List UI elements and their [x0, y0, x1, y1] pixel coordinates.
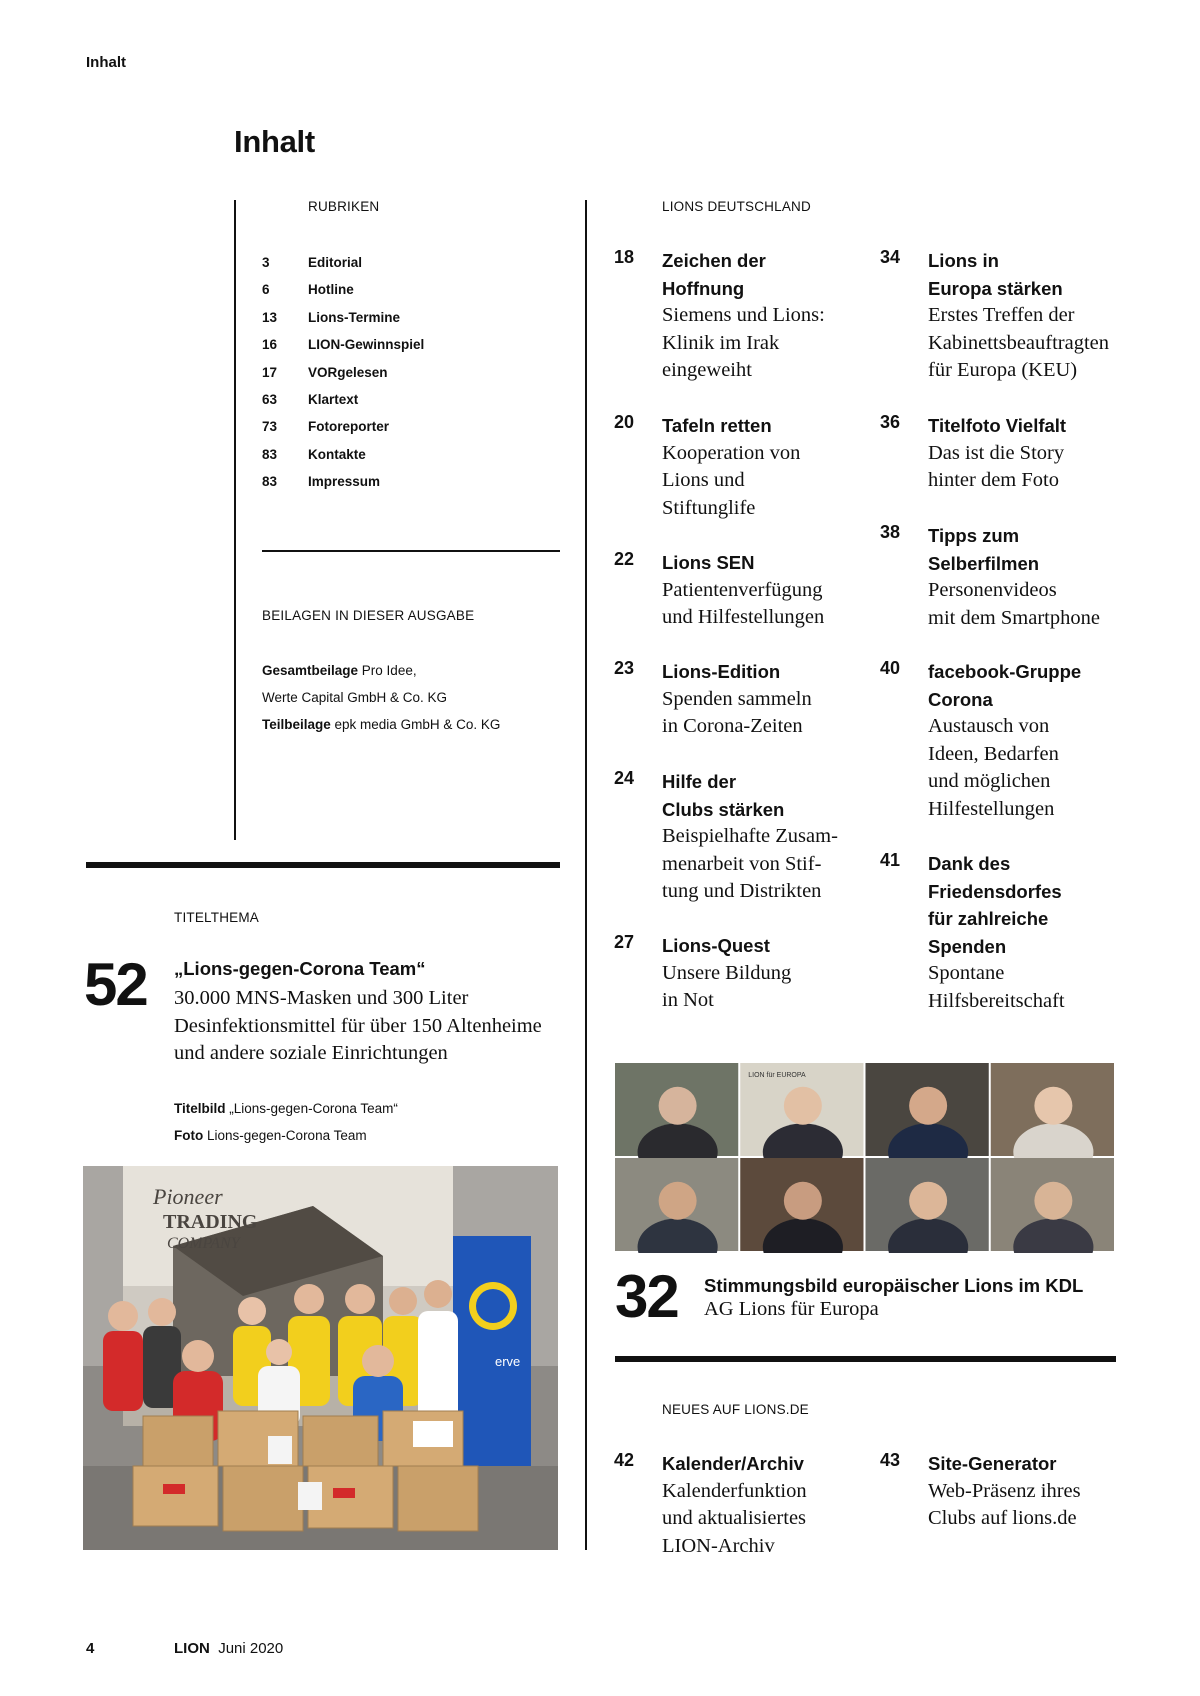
rubriken-item: [262, 255, 542, 282]
entry-page-number: 40: [880, 658, 901, 678]
rubriken-item-page: 6: [262, 282, 270, 298]
center-column-rule: [585, 200, 587, 1550]
entry-subtitle-line: und möglichen: [928, 770, 1051, 792]
rubriken-item-page: 16: [262, 337, 278, 353]
entry-title-line: facebook-Gruppe: [928, 661, 1082, 682]
entry-subtitle-line: hinter dem Foto: [928, 469, 1059, 491]
entry-subtitle-line: Klinik im Irak: [662, 331, 780, 354]
entry-page-number: 20: [614, 412, 635, 432]
entry-subtitle-line: Erstes Treffen der: [928, 304, 1075, 326]
entry-title-line: Lions-Edition: [662, 661, 781, 682]
toc-entry: [614, 768, 892, 906]
entry-title-line: Corona: [928, 688, 993, 710]
banner-text-3: COMPANY: [167, 1235, 240, 1252]
beilagen-line-1: Gesamtbeilage Pro Idee,: [262, 663, 417, 678]
feature-32-title: Stimmungsbild europäischer Lions im KDL: [704, 1275, 1084, 1296]
toc-entry: [614, 549, 892, 632]
rubriken-item-title: Kontakte: [308, 446, 366, 462]
entry-title-line: Selberfilmen: [928, 552, 1040, 574]
participant-head: [1034, 1182, 1072, 1220]
rubriken-item: [262, 337, 542, 364]
toc-entry: [614, 412, 892, 522]
rubriken-item: [262, 419, 542, 446]
rubriken-item-page: 17: [262, 364, 278, 380]
rubriken-item-title: LION-Gewinnspiel: [308, 337, 425, 353]
entry-title: Kalender/Archiv: [662, 1453, 804, 1474]
entry-subtitle-line: Spenden sammeln: [662, 687, 812, 710]
entry-page-number: 23: [614, 658, 635, 678]
entry-title-line: Hilfe der: [662, 771, 737, 792]
entry-title-line: Hoffnung: [662, 277, 745, 299]
entry-subtitle-line: Personenvideos: [928, 579, 1057, 601]
entry-subtitle-line: Hilfsbereitschaft: [928, 989, 1065, 1012]
toc-entry: [880, 850, 1158, 1015]
entry-page-number: 38: [880, 522, 901, 542]
rubriken-item-title: Fotoreporter: [308, 419, 389, 435]
neues-label: NEUES AUF LIONS.DE: [662, 1402, 809, 1417]
rubriken-item: [262, 282, 542, 309]
entry-title-line: Spenden: [928, 935, 1007, 957]
toc-entry: [614, 658, 892, 741]
entry-page-number: 42: [614, 1450, 635, 1470]
rubriken-item-title: Lions-Termine: [308, 309, 401, 325]
participant-head: [659, 1182, 697, 1220]
rubriken-item-title: Hotline: [308, 282, 354, 298]
rubriken-label: RUBRIKEN: [308, 199, 380, 214]
entry-page-number: 27: [614, 932, 635, 952]
entry-page-number: 24: [614, 768, 635, 788]
entry-title: Site-Generator: [928, 1453, 1057, 1474]
beilagen-line-2: Werte Capital GmbH & Co. KG: [262, 690, 448, 705]
entry-title-line: Tipps zum: [928, 525, 1020, 546]
cover-photo-illustration: [83, 1166, 558, 1550]
entry-subtitle-line: Kabinettsbeauftragten: [928, 331, 1110, 354]
video-conference-photo: [615, 1063, 1116, 1253]
beilagen-label: BEILAGEN IN DIESER AUSGABE: [262, 608, 475, 623]
entry-subtitle-line: Patientenverfügung: [662, 578, 823, 601]
titelthema-title: „Lions-gegen-Corona Team“: [174, 958, 426, 979]
rubriken-item: [262, 392, 542, 419]
entry-subtitle-line: Web-Präsenz ihres: [928, 1479, 1081, 1502]
entry-subtitle-line: Beispielhafte Zusam-: [662, 825, 838, 847]
banner-text-2: TRADING: [163, 1211, 258, 1233]
participant-head: [659, 1087, 697, 1125]
toc-entry: [614, 932, 892, 1015]
entry-subtitle-line: LION-Archiv: [662, 1534, 775, 1557]
entry-subtitle-line: für Europa (KEU): [928, 359, 1078, 381]
entry-subtitle-line: eingeweiht: [662, 359, 752, 381]
toc-entry: [880, 522, 1158, 632]
rubriken-item: [262, 310, 542, 337]
titelthema-label: TITELTHEMA: [174, 910, 260, 925]
entry-subtitle-line: menarbeit von Stif-: [662, 852, 822, 875]
entry-subtitle-line: und aktualisiertes: [662, 1507, 807, 1529]
rubriken-item-title: Klartext: [308, 392, 359, 407]
entry-title-line: Titelfoto Vielfalt: [928, 415, 1067, 436]
rubriken-item-page: 83: [262, 446, 278, 462]
rubriken-item-page: 73: [262, 419, 278, 435]
entry-subtitle-line: Austausch von: [928, 715, 1050, 737]
entry-title-line: Lions-Quest: [662, 935, 770, 956]
foto-credit: Foto Lions-gegen-Corona Team: [174, 1128, 367, 1143]
rubriken-item-page: 83: [262, 474, 278, 490]
entry-subtitle-line: Hilfestellungen: [928, 797, 1055, 820]
rubriken-divider: [262, 550, 560, 552]
neues-entry-kalender: [614, 1450, 892, 1560]
page-title: Inhalt: [234, 124, 315, 159]
rubriken-item: [262, 447, 542, 474]
neues-rule: [615, 1356, 1116, 1362]
rubriken-item-page: 13: [262, 309, 278, 325]
rubriken-item-page: 63: [262, 392, 278, 407]
titelthema-description: 30.000 MNS-Masken und 300 Liter Desinfektionsmittel für über 150 Altenheime und andere soziale Einrichtungen: [174, 987, 542, 1064]
entry-subtitle-line: Spontane: [928, 962, 1005, 984]
entry-title-line: Clubs stärken: [662, 798, 785, 820]
participant-head: [909, 1087, 947, 1125]
video-conference-grid: [615, 1063, 1116, 1253]
entry-title-line: Lions SEN: [662, 552, 755, 573]
lions-deutschland-label: LIONS DEUTSCHLAND: [662, 199, 811, 214]
entry-title-line: Friedensdorfes: [928, 880, 1062, 902]
rubriken-item-title: Editorial: [308, 255, 363, 270]
entry-subtitle-line: in Corona-Zeiten: [662, 715, 803, 737]
feature-32-subtitle: AG Lions für Europa: [704, 1298, 879, 1320]
entry-title-line: Lions in: [928, 250, 999, 271]
neues-entry-site-generator: [880, 1450, 1158, 1533]
entry-subtitle-line: Kalenderfunktion: [662, 1479, 807, 1502]
titelbild-credit: Titelbild „Lions-gegen-Corona Team“: [174, 1101, 398, 1116]
footer-page-number: 4: [86, 1640, 95, 1657]
entry-title-line: für zahlreiche: [928, 908, 1049, 929]
toc-entry: [880, 658, 1158, 823]
footer-issue: LION Juni 2020: [174, 1640, 284, 1657]
entry-page-number: 22: [614, 549, 635, 569]
titelthema-rule: [86, 862, 560, 868]
entry-page-number: 43: [880, 1450, 901, 1470]
toc-entry: [614, 247, 892, 385]
entry-subtitle-line: und Hilfestellungen: [662, 606, 825, 628]
participant-head: [1034, 1087, 1072, 1125]
participant-head: [784, 1087, 822, 1125]
participant-head: [909, 1182, 947, 1220]
feature-32-page-number: 32: [615, 1263, 678, 1330]
entry-subtitle-line: Unsere Bildung: [662, 961, 792, 984]
entry-subtitle-line: in Not: [662, 989, 714, 1011]
entry-subtitle-line: Stiftunglife: [662, 496, 756, 519]
left-column-rule: [234, 200, 236, 840]
entry-page-number: 36: [880, 412, 901, 432]
rubriken-item: [262, 365, 542, 392]
entry-page-number: 34: [880, 247, 901, 267]
entry-subtitle-line: Ideen, Bedarfen: [928, 742, 1059, 765]
entry-subtitle-line: Lions und: [662, 469, 745, 491]
rubriken-item-page: 3: [262, 255, 270, 270]
entry-page-number: 18: [614, 247, 635, 267]
rubriken-item: [262, 474, 542, 501]
banner-text-1: Pioneer: [153, 1184, 223, 1209]
rubriken-item-title: VORgelesen: [308, 364, 388, 380]
titelthema-page-number: 52: [84, 951, 147, 1018]
rollup-text: erve: [495, 1354, 521, 1369]
entry-subtitle-line: Das ist die Story: [928, 441, 1065, 464]
participant-head: [784, 1182, 822, 1220]
running-head: Inhalt: [86, 54, 126, 71]
entry-subtitle-line: tung und Distrikten: [662, 880, 822, 902]
entry-title-line: Zeichen der: [662, 250, 766, 271]
entry-subtitle-line: Clubs auf lions.de: [928, 1507, 1077, 1529]
beilagen-line-3: Teilbeilage epk media GmbH & Co. KG: [262, 717, 501, 732]
entry-title-line: Tafeln retten: [662, 415, 772, 436]
toc-entry: [880, 247, 1158, 385]
toc-entry: [880, 412, 1158, 495]
rubriken-item-title: Impressum: [308, 474, 381, 490]
entry-subtitle-line: Kooperation von: [662, 441, 801, 464]
entry-subtitle-line: mit dem Smartphone: [928, 606, 1100, 629]
screen-title: LION für EUROPA: [748, 1072, 806, 1079]
entry-title-line: Dank des: [928, 853, 1011, 874]
entry-subtitle-line: Siemens und Lions:: [662, 304, 825, 326]
cover-photo: [83, 1166, 558, 1550]
entry-title-line: Europa stärken: [928, 277, 1063, 299]
entry-page-number: 41: [880, 850, 901, 870]
